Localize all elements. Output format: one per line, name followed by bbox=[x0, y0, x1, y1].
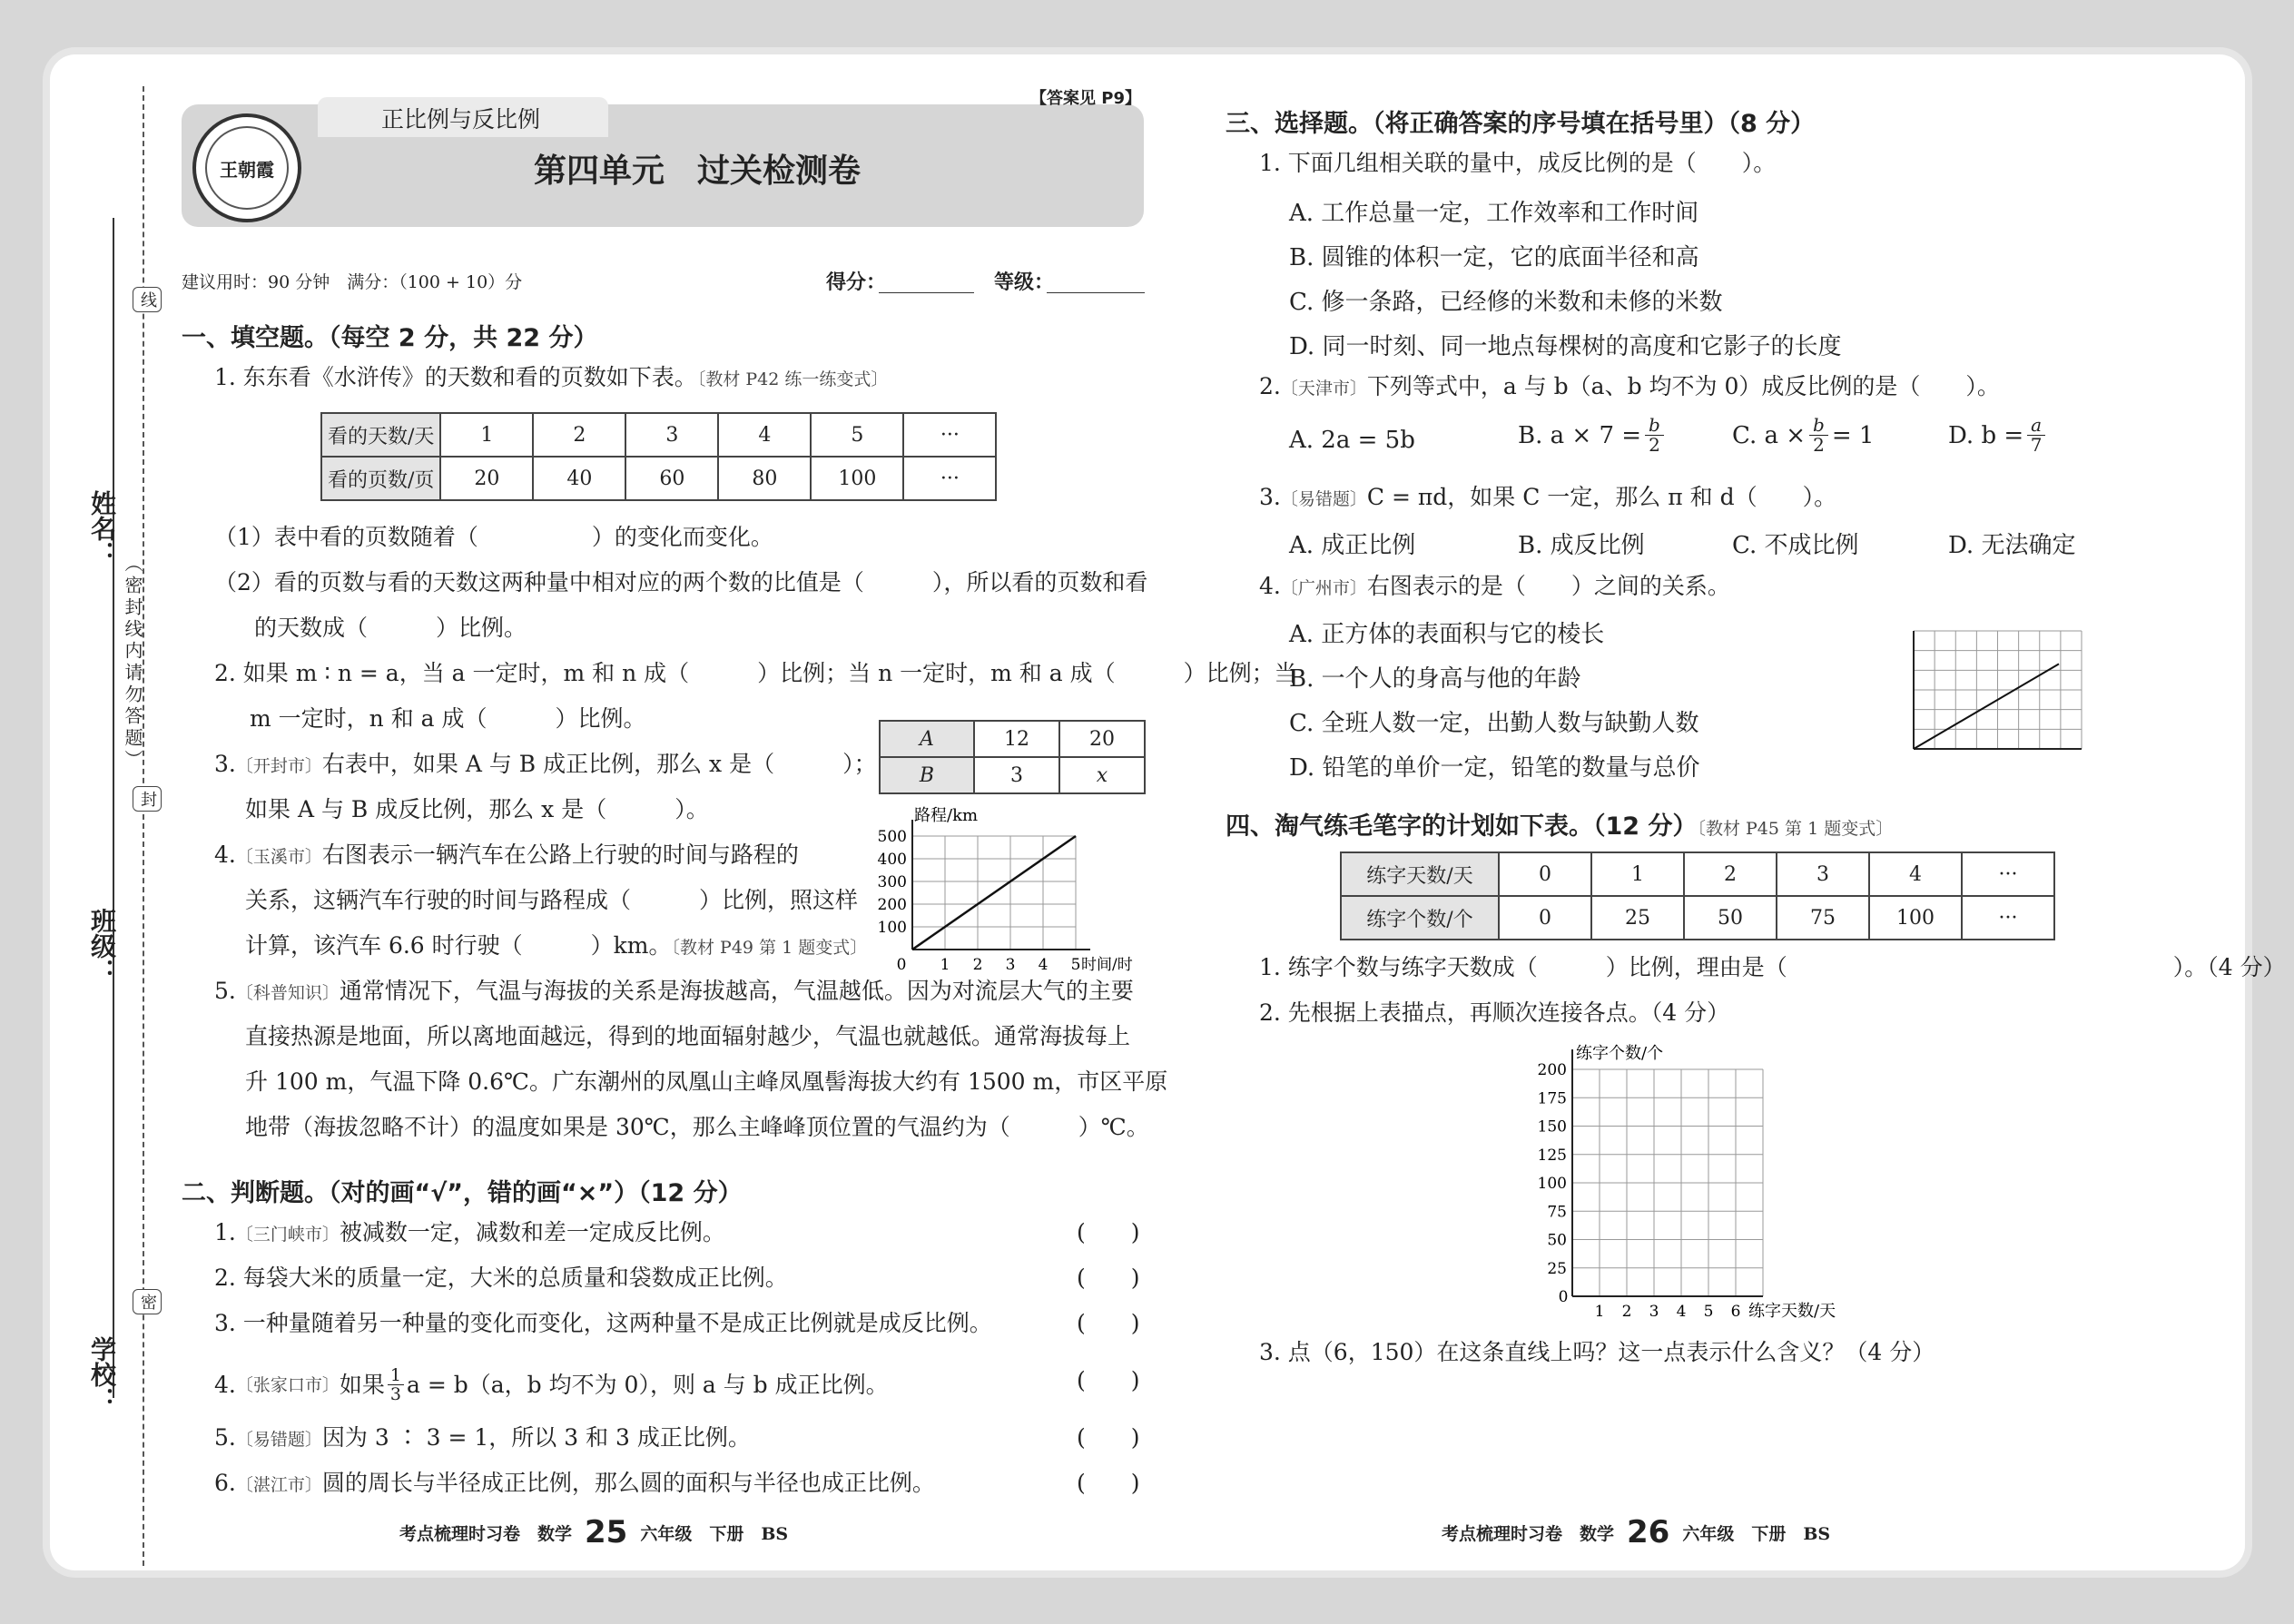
judge-4-tag: 〔张家口市〕 bbox=[235, 1374, 340, 1395]
seal-xian: 线 bbox=[133, 287, 162, 312]
y-tick-label: 500 bbox=[877, 828, 907, 846]
x-tick-label: 5 bbox=[1703, 1303, 1714, 1321]
fraction-denominator: 2 bbox=[1813, 434, 1825, 456]
choice-4-option-c[interactable]: C. 全班人数一定，出勤人数与缺勤人数 bbox=[1289, 710, 1699, 737]
sealed-line-note: （密封线内请勿答题） bbox=[122, 554, 143, 772]
table-cell: 25 bbox=[1591, 896, 1684, 940]
q5-line2: 直接热源是地面，所以离地面越远，得到的地面辐射越少，气温也就越低。通常海拔每上 bbox=[245, 1023, 1131, 1049]
footer-grade: 六年级 下册 BS bbox=[640, 1523, 789, 1544]
q3-line2: 如果 A 与 B 成反比例，那么 x 是（ ）。 bbox=[245, 796, 709, 822]
practice-table bbox=[1340, 851, 2055, 940]
option-c-post: = 1 bbox=[1831, 421, 1875, 449]
judge-1-answer[interactable]: ( ) bbox=[1077, 1219, 1140, 1245]
y-tick-label: 50 bbox=[1547, 1231, 1567, 1250]
seal-mi: 密 bbox=[133, 1289, 162, 1314]
x-tick-label: 3 bbox=[1649, 1303, 1659, 1321]
y-tick-label: 25 bbox=[1547, 1259, 1567, 1278]
x-tick-label: 0 bbox=[896, 956, 907, 974]
y-tick-label: 150 bbox=[1537, 1117, 1567, 1137]
fraction-a-over-7 bbox=[2027, 416, 2045, 455]
choice-3-number: 3. bbox=[1259, 484, 1281, 510]
judge-1-stem: 被减数一定，减数和差一定成反比例。 bbox=[339, 1219, 725, 1245]
x-tick-label: 5 bbox=[1070, 956, 1081, 974]
q4-stem: 右图表示一辆汽车在公路上行驶的时间与路程的 bbox=[321, 842, 799, 868]
x-tick-label: 1 bbox=[940, 956, 950, 974]
table-cell: 练字个数/个 bbox=[1341, 896, 1499, 940]
x-tick-label: 3 bbox=[1005, 956, 1016, 974]
table-cell: 80 bbox=[718, 457, 811, 500]
table-cell: 100 bbox=[811, 457, 903, 500]
fraction-one-third bbox=[388, 1366, 404, 1403]
footer-book: 考点梳理时习卷 数学 bbox=[399, 1523, 573, 1544]
table-row bbox=[321, 413, 996, 457]
choice-4-tag: 〔广州市〕 bbox=[1280, 578, 1367, 598]
practice-q3: 3. 点（6，150）在这条直线上吗？这一点表示什么含义？（4 分） bbox=[1259, 1339, 1935, 1365]
judge-6-tag: 〔湛江市〕 bbox=[235, 1475, 322, 1495]
q3-stem: 右表中，如果 A 与 B 成正比例，那么 x 是（ ）； bbox=[321, 751, 877, 777]
fraction-denominator: 2 bbox=[1649, 434, 1660, 456]
x-tick-label: 0 bbox=[1558, 1288, 1569, 1306]
table-cell: 0 bbox=[1499, 896, 1591, 940]
table-cell: 4 bbox=[718, 413, 811, 457]
choice-1-option-c[interactable]: C. 修一条路，已经修的米数和未修的米数 bbox=[1289, 289, 1723, 316]
judge-5-number: 5. bbox=[214, 1424, 236, 1451]
y-tick-label: 200 bbox=[877, 896, 907, 914]
q1-2b: 的天数成（ ）比例。 bbox=[254, 615, 527, 641]
q5-number: 5. bbox=[214, 978, 236, 1004]
q3-line1 bbox=[214, 750, 877, 781]
table-cell: 1 bbox=[440, 413, 533, 457]
x-tick-label: 4 bbox=[1676, 1303, 1687, 1321]
judge-4 bbox=[214, 1366, 889, 1403]
choice-2-tag: 〔天津市〕 bbox=[1280, 379, 1367, 399]
table-cell: 5 bbox=[811, 413, 903, 457]
choice-4-number: 4. bbox=[1259, 573, 1281, 599]
table-cell: 20 bbox=[440, 457, 533, 500]
judge-1-tag: 〔三门峡市〕 bbox=[235, 1225, 340, 1245]
table-cell: A bbox=[880, 721, 974, 757]
q1-text bbox=[214, 363, 888, 394]
y-tick-label: 100 bbox=[877, 919, 907, 937]
judge-5-answer[interactable]: ( ) bbox=[1077, 1424, 1140, 1451]
q5-stem: 通常情况下，气温与海拔的关系是海拔越高，气温越低。因为对流层大气的主要 bbox=[339, 978, 1134, 1004]
judge-5-stem: 因为 3 ∶ 3 = 1，所以 3 和 3 成正比例。 bbox=[321, 1424, 751, 1451]
choice-4-option-a[interactable]: A. 正方体的表面积与它的棱长 bbox=[1289, 621, 1605, 648]
time-info: 建议用时：90 分钟 满分：（100 + 10）分 bbox=[182, 272, 523, 292]
x-tick-label: 6 bbox=[1730, 1303, 1741, 1321]
section-1-title: 一、填空题。（每空 2 分，共 22 分） bbox=[182, 324, 598, 352]
table-cell: 4 bbox=[1869, 852, 1962, 896]
practice-q1: 1. 练字个数与练字天数成（ ）比例，理由是（ ）。（4 分） bbox=[1259, 954, 2286, 980]
choice-2-option-d[interactable] bbox=[1948, 416, 2045, 455]
school-label: 学校： bbox=[87, 1336, 117, 1412]
judge-3: 3. 一种量随着另一种量的变化而变化，这两种量不是成正比例就是成反比例。 bbox=[214, 1310, 992, 1336]
table-row bbox=[880, 721, 1145, 757]
table-cell: 20 bbox=[1059, 721, 1145, 757]
x-tick-label: 2 bbox=[1621, 1303, 1632, 1321]
table-cell: 50 bbox=[1684, 896, 1777, 940]
footer-grade: 六年级 下册 BS bbox=[1682, 1523, 1831, 1544]
option-d-text: D. b = bbox=[1948, 421, 2024, 449]
choice-3-tag: 〔易错题〕 bbox=[1280, 489, 1367, 509]
judge-2-answer[interactable]: ( ) bbox=[1077, 1265, 1140, 1291]
x-axis-label: 练字天数/天 bbox=[1748, 1302, 1836, 1321]
fraction-denominator: 7 bbox=[2030, 434, 2043, 456]
q5-line4: 地带（海拔忽略不计）的温度如果是 30℃，那么主峰峰顶位置的气温约为（ ）℃。 bbox=[245, 1114, 1149, 1140]
x-tick-label: 2 bbox=[972, 956, 983, 974]
choice-3-option-d[interactable]: D. 无法确定 bbox=[1948, 532, 2076, 559]
choice-2-stem: 下列等式中，a 与 b（a、b 均不为 0）成反比例的是（ ）。 bbox=[1366, 373, 2000, 399]
fraction-denominator: 3 bbox=[389, 1384, 401, 1404]
choice-1-option-b[interactable]: B. 圆锥的体积一定，它的底面半径和高 bbox=[1289, 244, 1699, 271]
choice-1-option-a[interactable]: A. 工作总量一定，工作效率和工作时间 bbox=[1289, 200, 1699, 227]
y-tick-label: 175 bbox=[1537, 1089, 1567, 1108]
q5-line3: 升 100 m，气温下降 0.6℃。广东潮州的凤凰山主峰凤凰髻海拔大约有 1500 m，市区平原 bbox=[245, 1068, 1168, 1095]
section-2-title: 二、判断题。（对的画“√”，错的画“×”）（12 分） bbox=[182, 1179, 743, 1207]
choice-2 bbox=[1259, 372, 2000, 403]
judge-1-number: 1. bbox=[214, 1219, 236, 1245]
table-cell: ··· bbox=[1962, 852, 2054, 896]
judge-1 bbox=[214, 1218, 725, 1249]
fraction-numerator: 1 bbox=[388, 1366, 404, 1385]
y-tick-label: 125 bbox=[1537, 1146, 1567, 1165]
fraction-numerator: b bbox=[1809, 416, 1828, 436]
table-cell: ··· bbox=[1962, 896, 2054, 940]
q1-1: （1）表中看的页数随着（ ）的变化而变化。 bbox=[214, 524, 773, 550]
choice-1-option-d[interactable]: D. 同一时刻、同一地点每棵树的高度和它影子的长度 bbox=[1289, 333, 1842, 360]
x-axis-label: 时间/时 bbox=[1081, 956, 1133, 974]
answer-ref: 【答案见 P9】 bbox=[1030, 89, 1141, 108]
q4-line3 bbox=[245, 931, 867, 962]
footer-left bbox=[399, 1514, 788, 1550]
fraction-numerator: a bbox=[2027, 416, 2045, 436]
table-cell: ··· bbox=[903, 457, 996, 500]
judge-2: 2. 每袋大米的质量一定，大米的总质量和袋数成正比例。 bbox=[214, 1265, 788, 1291]
table-cell: 看的天数/天 bbox=[321, 413, 440, 457]
choice-3-option-a[interactable]: A. 成正比例 bbox=[1289, 532, 1416, 559]
page-title: 第四单元 过关检测卷 bbox=[534, 153, 861, 190]
page-number: 25 bbox=[585, 1514, 628, 1550]
section-4-title bbox=[1226, 806, 1893, 842]
choice-3-option-b[interactable]: B. 成反比例 bbox=[1518, 532, 1645, 559]
table-cell: 3 bbox=[625, 413, 718, 457]
unit-subtitle: 正比例与反比例 bbox=[381, 106, 541, 133]
fraction-b-over-2 bbox=[1809, 416, 1828, 455]
q4-stem-3: 计算，该汽车 6.6 时行驶（ ）km。 bbox=[245, 932, 672, 959]
table-cell: 100 bbox=[1869, 896, 1962, 940]
table-cell: ··· bbox=[903, 413, 996, 457]
series-line bbox=[1914, 664, 2059, 749]
table-cell: 1 bbox=[1591, 852, 1684, 896]
judge-6-answer[interactable]: ( ) bbox=[1077, 1470, 1140, 1496]
q1-stem: 1. 东东看《水浒传》的天数和看的页数如下表。 bbox=[214, 364, 697, 390]
logo-inner-ring bbox=[205, 126, 289, 210]
table-cell: 3 bbox=[974, 757, 1059, 793]
distance-time-chart bbox=[858, 806, 1153, 979]
choice-2-option-c[interactable] bbox=[1732, 416, 1874, 455]
table-cell: B bbox=[880, 757, 974, 793]
table-cell: 12 bbox=[974, 721, 1059, 757]
judge-6-number: 6. bbox=[214, 1470, 236, 1496]
option-c-text: C. a × bbox=[1732, 421, 1807, 449]
table-row bbox=[1341, 852, 2054, 896]
q1-2a: （2）看的页数与看的天数这两种量中相对应的两个数的比值是（ ），所以看的页数和看 bbox=[214, 569, 1148, 595]
judge-5-tag: 〔易错题〕 bbox=[235, 1430, 322, 1450]
table-cell: 0 bbox=[1499, 852, 1591, 896]
table-cell: 2 bbox=[533, 413, 625, 457]
choice-3-option-c[interactable]: C. 不成比例 bbox=[1732, 532, 1859, 559]
q3-table bbox=[879, 720, 1146, 794]
table-row bbox=[321, 457, 996, 500]
publisher-logo bbox=[192, 113, 301, 222]
y-tick-label: 100 bbox=[1537, 1175, 1567, 1193]
judge-3-answer[interactable]: ( ) bbox=[1077, 1310, 1140, 1336]
table-cell: 40 bbox=[533, 457, 625, 500]
practice-plot-grid[interactable] bbox=[1525, 1042, 1870, 1324]
table-row bbox=[1341, 896, 2054, 940]
choice-4-stem: 右图表示的是（ ）之间的关系。 bbox=[1366, 573, 1730, 599]
judge-6-stem: 圆的周长与半径成正比例，那么圆的面积与半径也成正比例。 bbox=[321, 1470, 935, 1496]
binding-solid-line bbox=[113, 218, 114, 1398]
series-line bbox=[912, 836, 1076, 950]
choice-2-option-a[interactable]: A. 2a = 5b bbox=[1289, 427, 1415, 454]
page-number: 26 bbox=[1627, 1514, 1670, 1550]
score-label: 得分： bbox=[826, 271, 887, 294]
practice-q2: 2. 先根据上表描点，再顺次连接各点。（4 分） bbox=[1259, 999, 1730, 1026]
q4-number: 4. bbox=[214, 842, 236, 868]
choice-2-option-b[interactable] bbox=[1518, 416, 1664, 455]
judge-4-number: 4. bbox=[214, 1371, 236, 1398]
q5-tag: 〔科普知识〕 bbox=[235, 983, 340, 1003]
q4-line2: 关系，这辆汽车行驶的时间与路程成（ ）比例，照这样 bbox=[245, 887, 859, 913]
choice-2-number: 2. bbox=[1259, 373, 1281, 399]
y-tick-label: 400 bbox=[877, 851, 907, 869]
judge-4-stem: a = b（a，b 均不为 0），则 a 与 b 成正比例。 bbox=[406, 1371, 889, 1398]
score-blank[interactable] bbox=[879, 292, 974, 293]
table-cell: 3 bbox=[1777, 852, 1869, 896]
judge-4-answer[interactable]: ( ) bbox=[1077, 1367, 1140, 1393]
class-label: 班级： bbox=[87, 908, 117, 984]
q4-tag: 〔玉溪市〕 bbox=[235, 847, 322, 867]
table-cell: 75 bbox=[1777, 896, 1869, 940]
table-cell: 看的页数/页 bbox=[321, 457, 440, 500]
footer-book: 考点梳理时习卷 数学 bbox=[1442, 1523, 1615, 1544]
judge-5 bbox=[214, 1423, 751, 1454]
choice-4-option-b[interactable]: B. 一个人的身高与他的年龄 bbox=[1289, 665, 1581, 693]
choice-3 bbox=[1259, 483, 1836, 514]
q4-line1 bbox=[214, 841, 799, 871]
table-row bbox=[880, 757, 1145, 793]
q2-line2: m 一定时，n 和 a 成（ ）比例。 bbox=[250, 705, 646, 732]
table-cell: 60 bbox=[625, 457, 718, 500]
choice-1: 1. 下面几组相关联的量中，成反比例的是（ ）。 bbox=[1259, 150, 1777, 176]
table-cell: 2 bbox=[1684, 852, 1777, 896]
q4-tag-2: 〔教材 P49 第 1 题变式〕 bbox=[671, 938, 868, 958]
option-b-text: B. a × 7 = bbox=[1518, 421, 1642, 449]
name-label: 姓名： bbox=[87, 490, 117, 566]
section-4-heading: 四、淘气练毛笔字的计划如下表。（12 分） bbox=[1226, 812, 1698, 841]
y-tick-label: 75 bbox=[1547, 1203, 1567, 1222]
q1-tag: 〔教材 P42 练一练变式〕 bbox=[696, 369, 889, 389]
y-tick-label: 300 bbox=[877, 873, 907, 891]
judge-4-pre: 如果 bbox=[339, 1371, 385, 1398]
y-axis-label: 路程/km bbox=[914, 806, 979, 825]
footer-right bbox=[1442, 1514, 1830, 1550]
seal-feng: 封 bbox=[133, 786, 162, 812]
y-tick-label: 200 bbox=[1537, 1061, 1567, 1079]
section-3-title: 三、选择题。（将正确答案的序号填在括号里）（8 分） bbox=[1226, 110, 1816, 138]
table-cell: 练字天数/天 bbox=[1341, 852, 1499, 896]
choice-3-stem: C = πd，如果 C 一定，那么 π 和 d（ ）。 bbox=[1366, 484, 1837, 510]
judge-6 bbox=[214, 1469, 935, 1500]
logo-text: 王朝霞 bbox=[220, 158, 274, 181]
q5-line1 bbox=[214, 977, 1134, 1008]
y-axis-label: 练字个数/个 bbox=[1576, 1044, 1664, 1063]
choice-4-option-d[interactable]: D. 铅笔的单价一定，铅笔的数量与总价 bbox=[1289, 754, 1700, 782]
grade-blank[interactable] bbox=[1047, 292, 1145, 293]
q3-tag: 〔开封市〕 bbox=[235, 756, 322, 776]
choice-4 bbox=[1259, 572, 1730, 603]
fraction-b-over-2 bbox=[1645, 416, 1664, 455]
x-tick-label: 1 bbox=[1594, 1303, 1605, 1321]
x-tick-label: 4 bbox=[1038, 956, 1049, 974]
q2-line1: 2. 如果 m ∶ n = a，当 a 一定时，m 和 n 成（ ）比例；当 n 一定时，m 和 a 成（ ）比例；当 bbox=[214, 660, 1297, 686]
fraction-numerator: b bbox=[1645, 416, 1664, 436]
grade-label: 等级： bbox=[994, 271, 1055, 294]
table-cell: x bbox=[1059, 757, 1145, 793]
q1-table bbox=[320, 412, 997, 501]
q3-number: 3. bbox=[214, 751, 236, 777]
section-4-tag: 〔教材 P45 第 1 题变式〕 bbox=[1697, 819, 1894, 839]
choice-4-graph bbox=[1906, 626, 2088, 753]
